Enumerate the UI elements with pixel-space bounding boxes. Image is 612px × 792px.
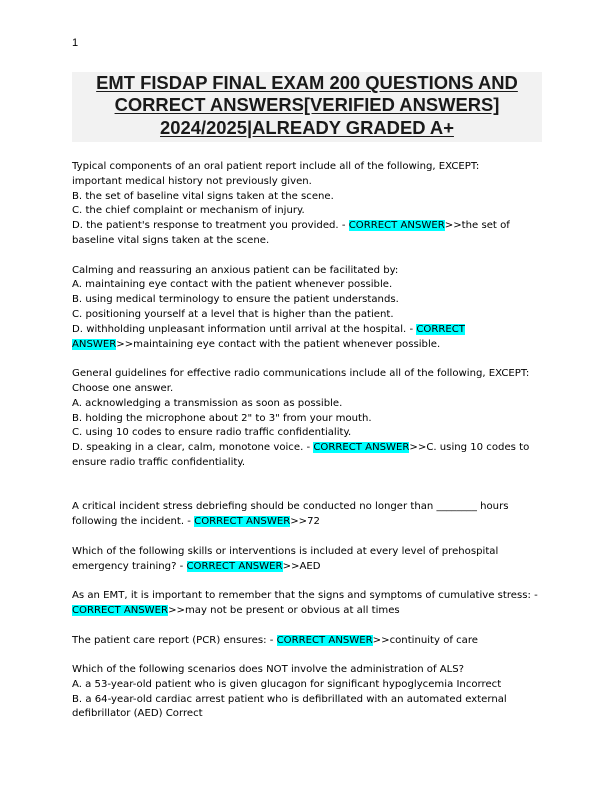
question-stem: As an EMT, it is important to remember that the signs and symptoms of cumulative stress: - <box>72 590 538 602</box>
correct-answer-marker: CORRECT <box>416 323 465 335</box>
answer-text: >>may not be present or obvious at all times <box>168 604 400 616</box>
correct-answer-marker: CORRECT ANSWER <box>348 220 445 232</box>
question-with-answer <box>72 545 542 575</box>
question-5 <box>72 545 542 575</box>
answer-text: >>maintaining eye contact with the patient whenever possible. <box>116 338 441 350</box>
question-6 <box>72 589 542 619</box>
option-b: B. a 64-year-old cardiac arrest patient who is defibrillated with an automated external defibrillator (AED) Correct <box>72 693 507 720</box>
spacer <box>72 486 542 501</box>
correct-answer-marker: CORRECT ANSWER <box>72 604 169 616</box>
option-d: D. the patient's response to treatment you provided. - <box>72 220 349 232</box>
option-d-with-answer <box>72 441 542 471</box>
option-a: A. acknowledging a transmission as soon as possible. <box>72 397 343 409</box>
option-d: D. speaking in a clear, calm, monotone voice. - <box>72 442 314 454</box>
page-number: 1 <box>72 37 79 49</box>
question-stem: Typical components of an oral patient report include all of the following, EXCEPT: <box>72 161 480 172</box>
option-a: A. maintaining eye contact with the patient whenever possible. <box>72 279 393 291</box>
correct-answer-marker: CORRECT ANSWER <box>194 516 291 528</box>
title-block <box>72 72 542 142</box>
option-d-with-answer <box>72 323 542 353</box>
question-stem: A critical incident stress debriefing should be conducted no longer than ________ hours following the incident. - <box>72 501 509 528</box>
question-8 <box>72 663 542 722</box>
option-a: important medical history not previously given. <box>72 175 312 187</box>
question-with-answer <box>72 500 542 530</box>
question-with-answer <box>72 589 542 619</box>
question-2 <box>72 264 542 353</box>
correct-answer-marker: CORRECT ANSWER <box>313 442 410 454</box>
question-stem: The patient care report (PCR) ensures: - <box>72 634 277 646</box>
option-b: B. holding the microphone about 2" to 3" from your mouth. <box>72 412 372 424</box>
option-c: C. using 10 codes to ensure radio traffic confidentiality. <box>72 427 352 439</box>
correct-answer-marker: CORRECT ANSWER <box>276 634 373 646</box>
correct-answer-marker: CORRECT ANSWER <box>186 560 283 572</box>
option-d: D. withholding unpleasant information until arrival at the hospital. - <box>72 323 417 335</box>
question-7 <box>72 634 542 649</box>
answer-text: >>continuity of care <box>372 634 479 646</box>
document-title: EMT FISDAP FINAL EXAM 200 QUESTIONS AND CORRECT ANSWERS[VERIFIED ANSWERS] 2024/2025|ALREADY GRADED A+ <box>96 72 518 138</box>
question-stem: General guidelines for effective radio communications include all of the following, EXCEPT: <box>72 368 530 380</box>
answer-text: >>C. using 10 codes to ensure radio traffic confidentiality. <box>72 442 530 468</box>
option-d-with-answer <box>72 219 542 249</box>
question-3 <box>72 367 542 471</box>
answer-text: >>AED <box>282 560 321 572</box>
answer-text: >>72 <box>290 516 320 528</box>
question-stem: Which of the following scenarios does NOT involve the administration of ALS? <box>72 664 465 676</box>
correct-answer-marker: ANSWER <box>72 338 117 350</box>
option-b: B. the set of baseline vital signs taken at the scene. <box>72 190 334 202</box>
question-stem: Calming and reassuring an anxious patient can be facilitated by: <box>72 264 399 276</box>
option-c: C. the chief complaint or mechanism of injury. <box>72 205 305 217</box>
option-b: B. using medical terminology to ensure the patient understands. <box>72 294 399 306</box>
document-body <box>72 160 542 737</box>
question-1 <box>72 160 542 249</box>
option-c: C. positioning yourself at a level that is higher than the patient. <box>72 308 394 320</box>
question-with-answer <box>72 634 542 649</box>
answer-text: >>the set of baseline vital signs taken at the scene. <box>72 220 510 246</box>
question-stem: Which of the following skills or interventions is included at every level of prehospital emergency training? - <box>72 545 499 572</box>
question-4 <box>72 500 542 530</box>
choose-instruction: Choose one answer. <box>72 382 174 394</box>
option-a: A. a 53-year-old patient who is given glucagon for significant hypoglycemia Incorrect <box>72 678 502 690</box>
